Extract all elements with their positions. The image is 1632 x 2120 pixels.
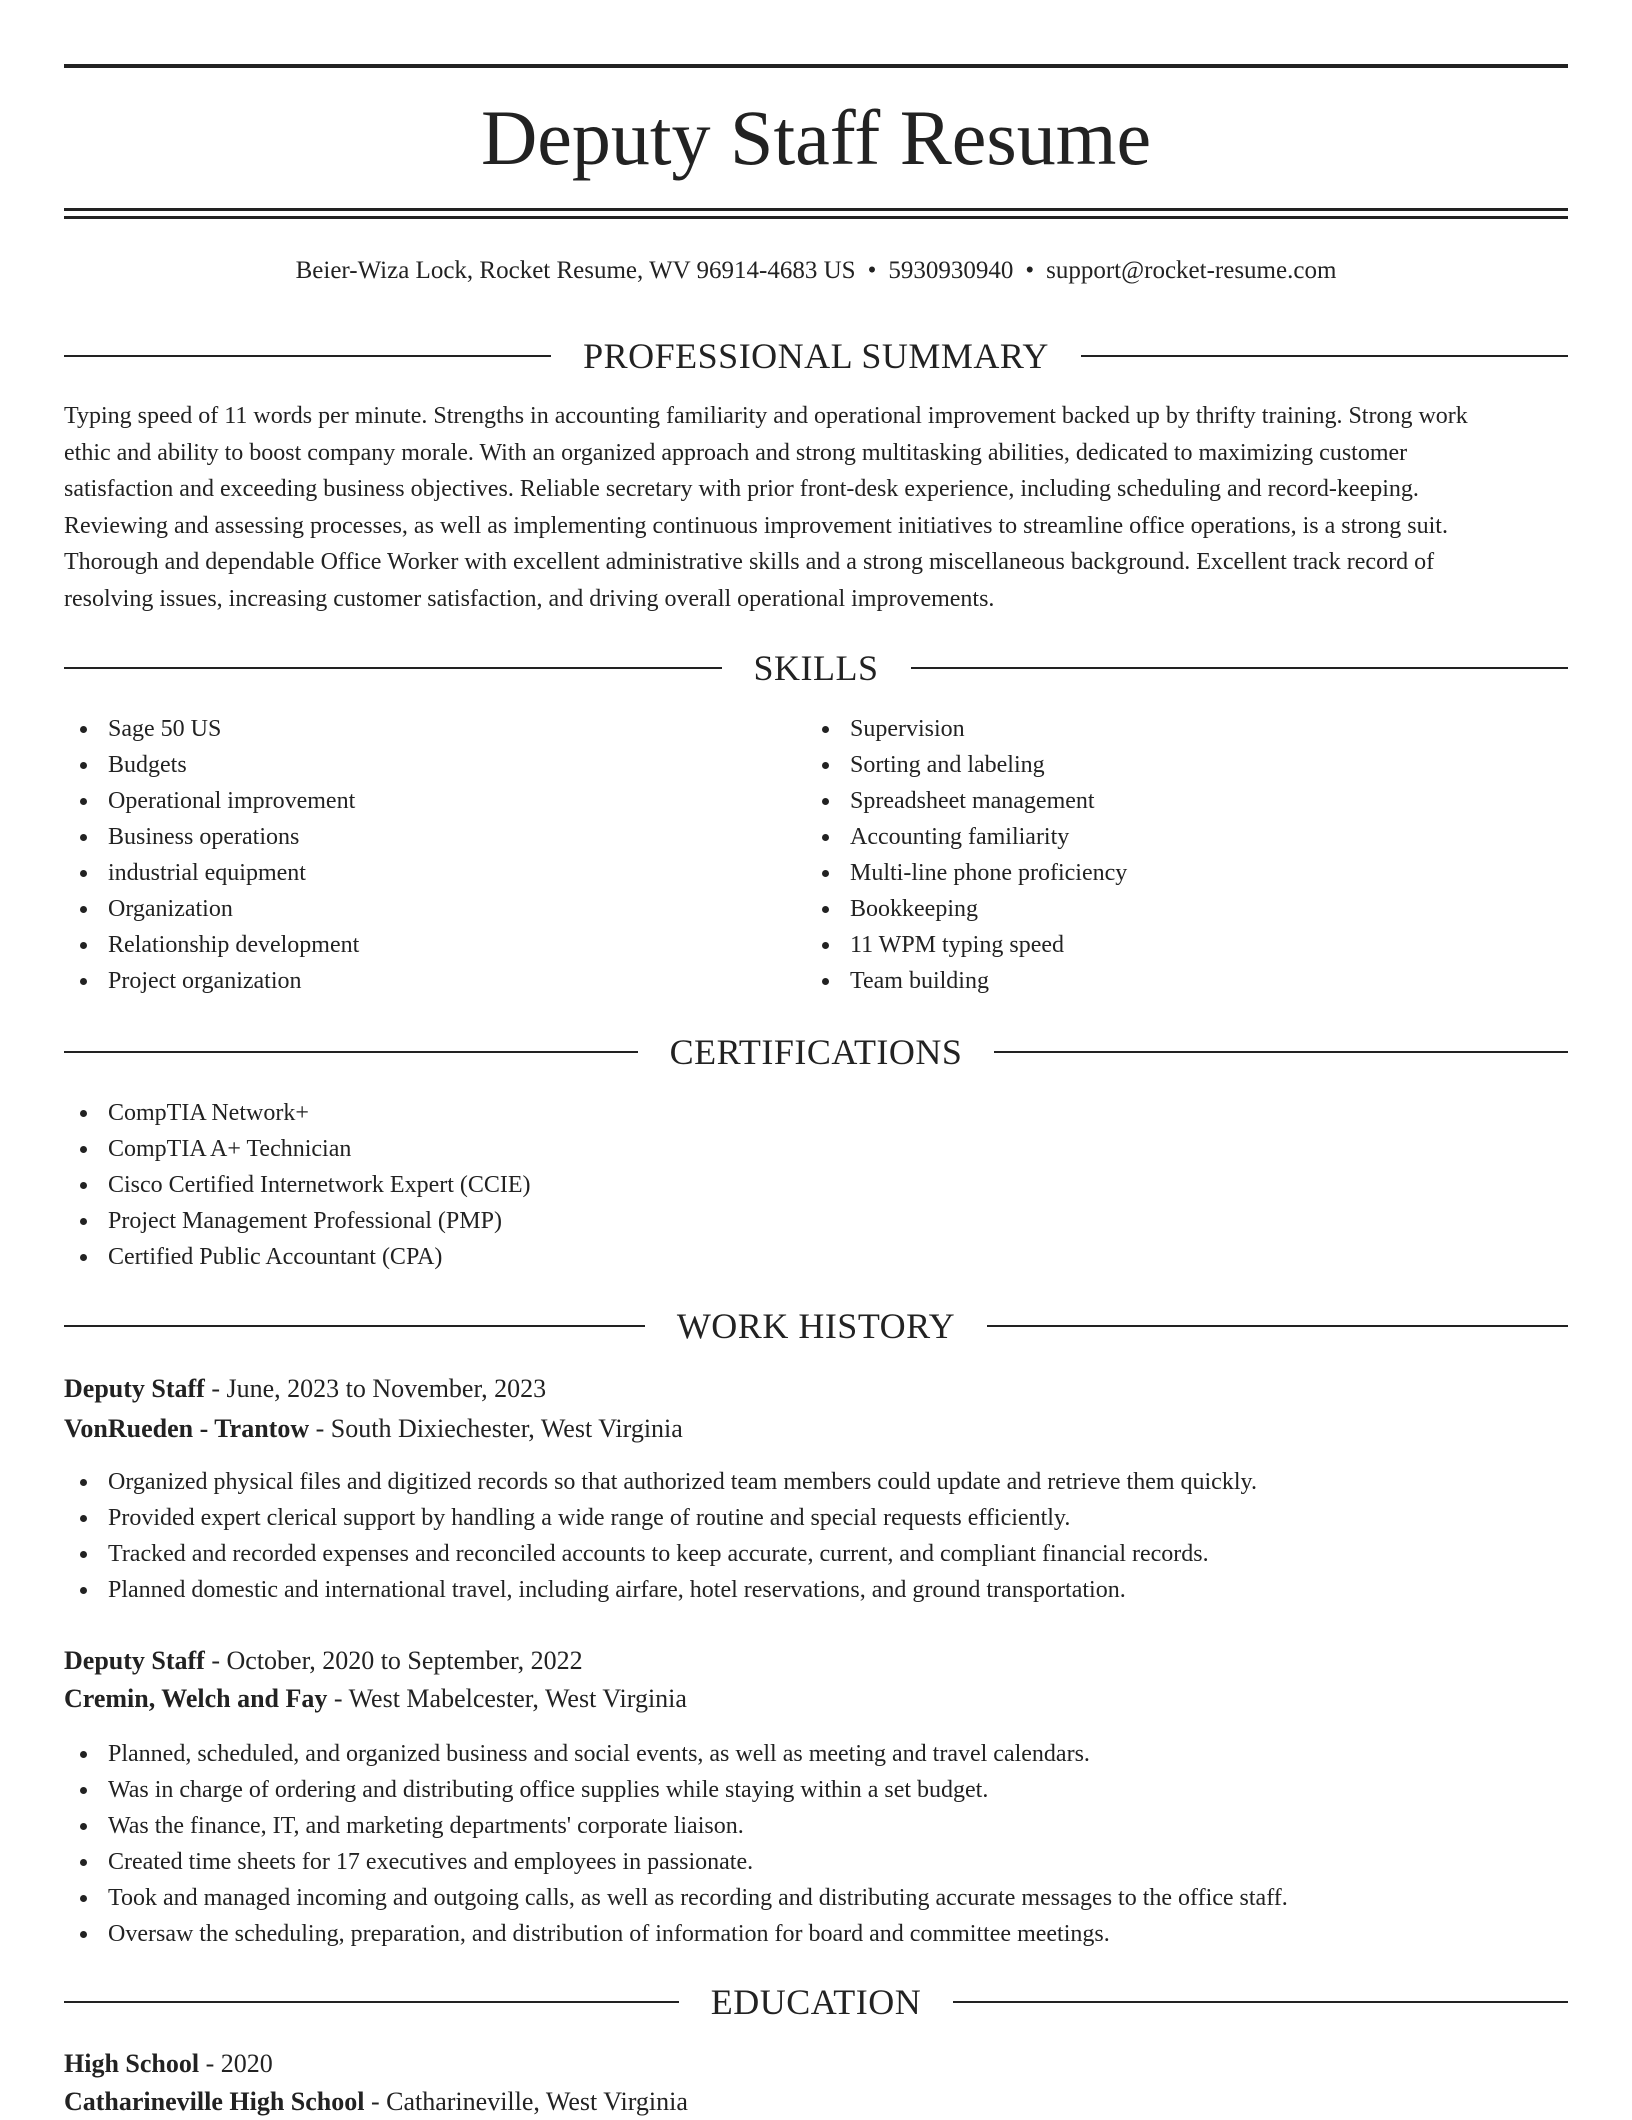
contact-phone: 5930930940: [888, 257, 1014, 284]
skill-item: 11 WPM typing speed: [806, 927, 1506, 963]
summary-line: ethic and ability to boost company morale. With an organized approach and strong multitasking abilities, dedicated to maximizing customer: [64, 439, 1408, 466]
heading-rule: [64, 667, 722, 669]
job-title-line: [64, 1643, 583, 1679]
skill-item: Operational improvement: [64, 783, 764, 819]
title-double-rule-lower: [64, 216, 1568, 219]
duty-item: Was the finance, IT, and marketing departments' corporate liaison.: [64, 1808, 1568, 1844]
job-title-line: [64, 1371, 546, 1407]
job-location: - West Mabelcester, West Virginia: [327, 1684, 687, 1713]
section-heading-education: [64, 1980, 1568, 2024]
education-degree: High School: [64, 2049, 200, 2078]
job-duties-list: [64, 1736, 1568, 1952]
summary-line: satisfaction and exceeding business objectives. Reliable secretary with prior front-desk experience, including scheduling and record-keeping.: [64, 476, 1419, 502]
skill-item: Multi-line phone proficiency: [806, 855, 1506, 891]
skill-item: Sage 50 US: [64, 711, 764, 747]
title-double-rule-upper: [64, 208, 1568, 211]
summary-line: Typing speed of 11 words per minute. Strengths in accounting familiarity and operational improvement backed up by thrifty training. Strong work: [64, 403, 1468, 429]
certifications-list: [64, 1095, 1464, 1275]
certification-item: Certified Public Accountant (CPA): [64, 1239, 1464, 1275]
skill-item: Sorting and labeling: [806, 747, 1506, 783]
skill-item: Organization: [64, 891, 764, 927]
job-company-line: [64, 1681, 687, 1717]
resume-title: Deputy Staff Resume: [480, 94, 1152, 181]
skill-item: Supervision: [806, 711, 1506, 747]
education-school-line: [64, 2084, 688, 2120]
duty-item: Took and managed incoming and outgoing calls, as well as recording and distributing accurate messages to the office staff.: [64, 1880, 1568, 1916]
skill-item: Accounting familiarity: [806, 819, 1506, 855]
top-rule: [64, 64, 1568, 68]
heading-rule: [994, 1051, 1568, 1053]
duty-item: Organized physical files and digitized records so that authorized team members could update and retrieve them quickly.: [64, 1464, 1568, 1500]
education-location: - Catharineville, West Virginia: [364, 2087, 688, 2116]
skill-item: Team building: [806, 963, 1506, 999]
job-dates: - June, 2023 to November, 2023: [204, 1374, 547, 1403]
heading-rule: [64, 2001, 679, 2003]
section-title: PROFESSIONAL SUMMARY: [583, 336, 1049, 376]
summary-line: resolving issues, increasing customer satisfaction, and driving overall operational improvements.: [64, 585, 995, 612]
heading-rule: [987, 1325, 1568, 1327]
job-company: VonRueden - Trantow: [64, 1414, 310, 1443]
heading-rule: [64, 1051, 638, 1053]
job-title: Deputy Staff: [64, 1374, 205, 1403]
education-year: - 2020: [199, 2049, 273, 2078]
job-title: Deputy Staff: [64, 1646, 205, 1675]
section-heading-certifications: [64, 1030, 1568, 1074]
duty-item: Tracked and recorded expenses and reconciled accounts to keep accurate, current, and compliant financial records.: [64, 1536, 1568, 1572]
certification-item: Cisco Certified Internetwork Expert (CCIE): [64, 1167, 1464, 1203]
job-dates: - October, 2020 to September, 2022: [204, 1646, 583, 1675]
skills-list-right: [806, 711, 1506, 999]
skill-item: Budgets: [64, 747, 764, 783]
summary-line: Thorough and dependable Office Worker with excellent administrative skills and a strong miscellaneous background. Excellent track record of: [64, 549, 1435, 575]
certification-item: CompTIA A+ Technician: [64, 1131, 1464, 1167]
skill-item: Spreadsheet management: [806, 783, 1506, 819]
skill-item: Bookkeeping: [806, 891, 1506, 927]
section-heading-skills: [64, 646, 1568, 690]
job-duties-list: [64, 1464, 1568, 1608]
section-title: CERTIFICATIONS: [669, 1032, 963, 1072]
heading-rule: [911, 667, 1569, 669]
duty-item: Oversaw the scheduling, preparation, and distribution of information for board and committee meetings.: [64, 1916, 1568, 1952]
section-heading-summary: [64, 334, 1568, 378]
job-company: Cremin, Welch and Fay: [64, 1684, 328, 1713]
heading-rule: [953, 2001, 1568, 2003]
contact-email: support@rocket-resume.com: [1046, 257, 1337, 284]
job-company-line: [64, 1411, 683, 1447]
duty-item: Provided expert clerical support by handling a wide range of routine and special requests efficiently.: [64, 1500, 1568, 1536]
duty-item: Planned, scheduled, and organized business and social events, as well as meeting and travel calendars.: [64, 1736, 1568, 1772]
section-title: WORK HISTORY: [676, 1306, 956, 1346]
skills-list-left: [64, 711, 764, 999]
contact-line: [64, 254, 1568, 288]
duty-item: Planned domestic and international travel, including airfare, hotel reservations, and ground transportation.: [64, 1572, 1568, 1608]
duty-item: Created time sheets for 17 executives and employees in passionate.: [64, 1844, 1568, 1880]
skill-item: industrial equipment: [64, 855, 764, 891]
skill-item: Business operations: [64, 819, 764, 855]
education-school: Catharineville High School: [64, 2087, 365, 2116]
skill-item: Project organization: [64, 963, 764, 999]
summary-line: Reviewing and assessing processes, as well as implementing continuous improvement initiatives to streamline office operations, is a strong suit.: [64, 512, 1448, 539]
heading-rule: [64, 1325, 645, 1327]
certification-item: CompTIA Network+: [64, 1095, 1464, 1131]
heading-rule: [1081, 355, 1568, 357]
job-location: - South Dixiechester, West Virginia: [309, 1414, 683, 1443]
summary-text: [64, 398, 1568, 617]
skill-item: Relationship development: [64, 927, 764, 963]
section-title: EDUCATION: [710, 1982, 922, 2022]
certification-item: Project Management Professional (PMP): [64, 1203, 1464, 1239]
section-heading-work-history: [64, 1304, 1568, 1348]
contact-address: Beier-Wiza Lock, Rocket Resume, WV 96914-4683 US: [295, 257, 856, 284]
education-degree-line: [64, 2046, 273, 2082]
section-title: SKILLS: [753, 648, 879, 688]
contact-separator: •: [1025, 257, 1035, 284]
heading-rule: [64, 355, 551, 357]
contact-separator: •: [867, 257, 877, 284]
duty-item: Was in charge of ordering and distributing office supplies while staying within a set budget.: [64, 1772, 1568, 1808]
